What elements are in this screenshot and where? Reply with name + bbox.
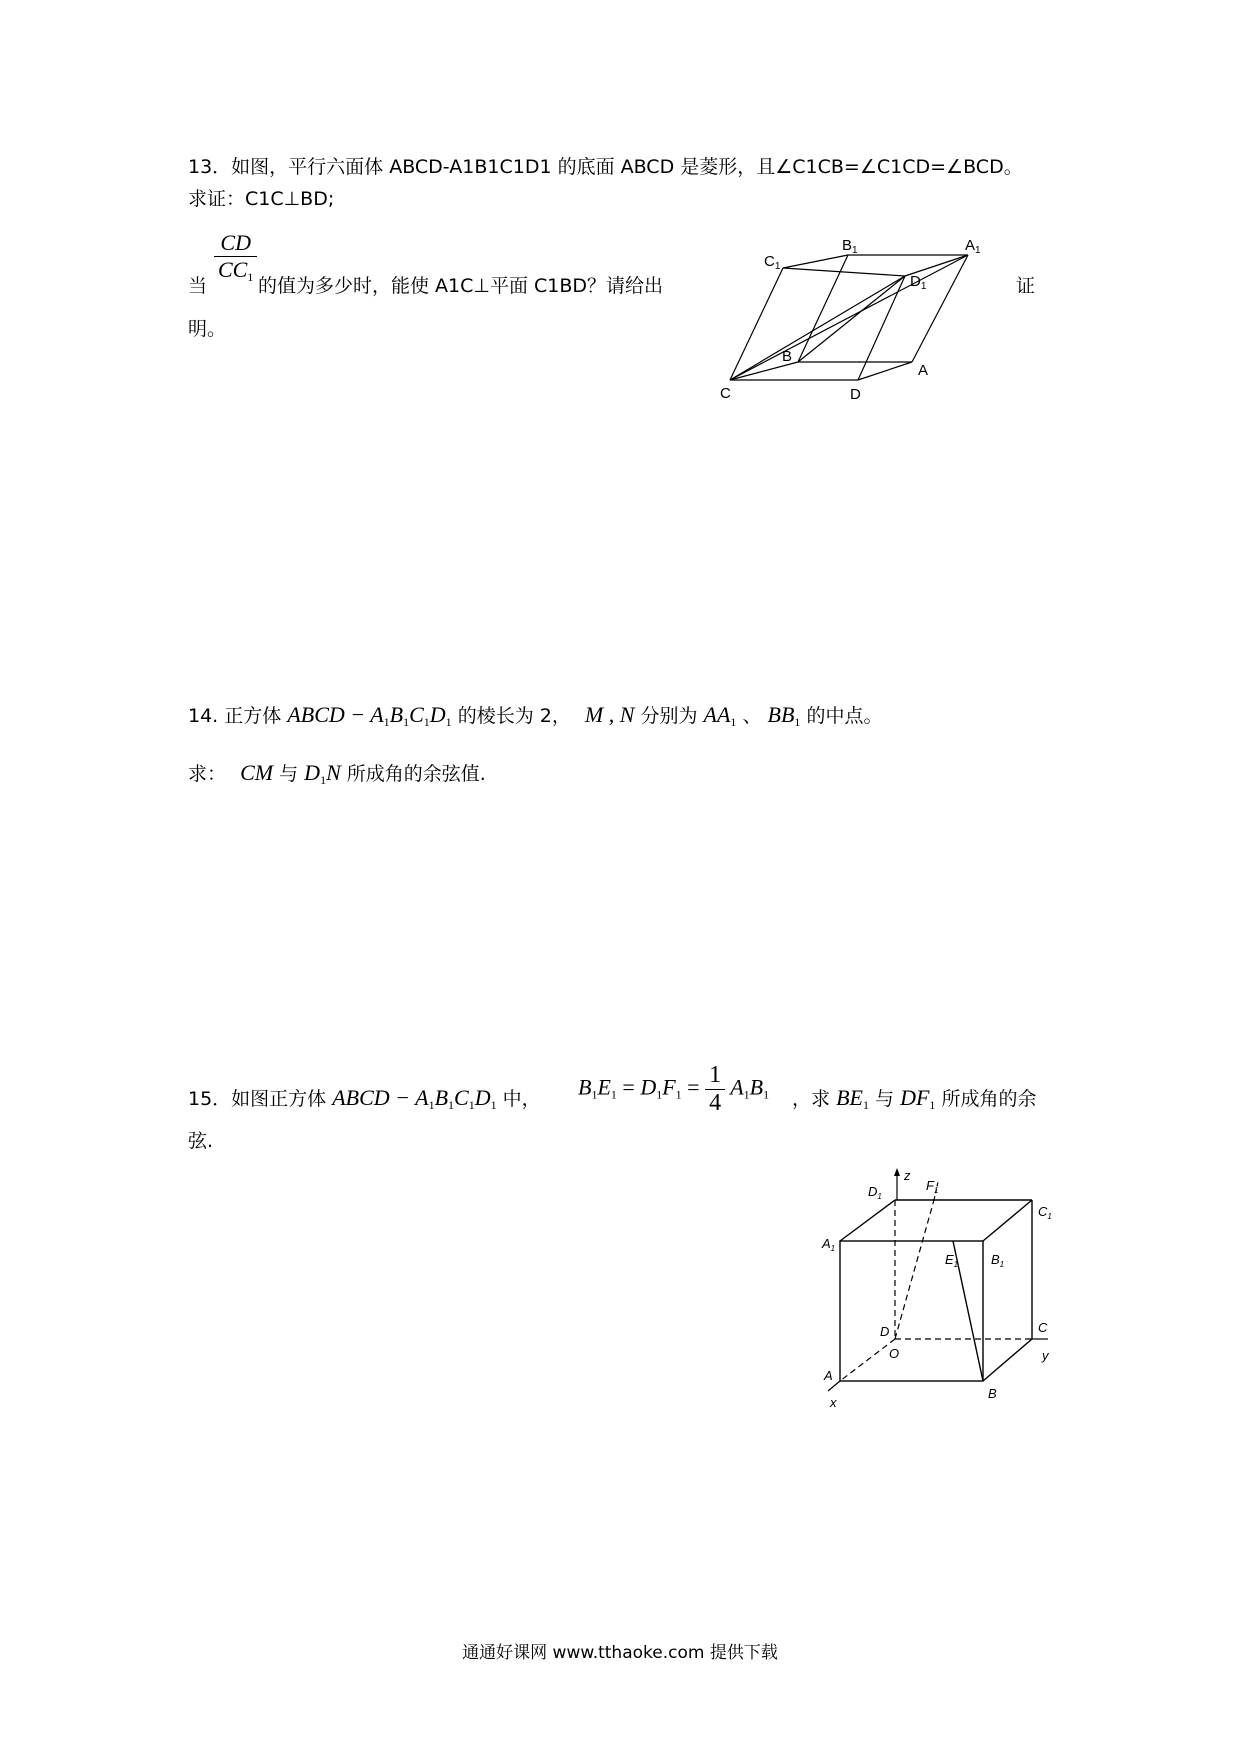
q15-line1: 15．如图正方体 ABCD − $A_1B_1C_1D_1$ 中， [188,1085,541,1112]
q14-line2: 求： CM 与 $D_1N$ 所成角的余弦值. [188,760,486,787]
label-c1: $C_1$ [764,253,781,272]
label-a1: $A_1$ [965,237,981,256]
q13-dang: 当 [188,275,208,297]
q13-frac-den: CC [218,257,248,282]
label-d: D [850,386,861,403]
label-y: y [1042,1348,1049,1363]
q15-equation: $B_1E_1 = D_1F_1$ = $\frac{1}{4}$ $A_1B_1$ [578,1062,770,1116]
q14-line1: 14. 正方体 ABCD − $A_1B_1C_1D_1$ 的棱长为 2， M , N 分别为 $AA_1$ 、 $BB_1$ 的中点。 [188,702,883,729]
label-a1: $A_1$ [822,1236,836,1253]
q15-line1-tail: ，求 $BE_1$ 与 $DF_1$ 所成角的余 [792,1085,1037,1112]
q15-cube-figure [810,1160,1070,1420]
label-b1: $B_1$ [842,237,858,256]
label-z: z [904,1168,911,1183]
label-f1: $F_1$ [926,1178,939,1195]
q13-frac-num: CD [214,230,257,257]
q13-zheng: 证 [1016,275,1036,297]
q13-rest: 的值为多少时，能使 A1C⊥平面 C1BD？请给出 [258,275,664,297]
q13-parallelepiped-figure [700,226,1000,406]
label-o: O [889,1346,900,1361]
label-e1: $E_1$ [945,1252,959,1269]
label-c: C [720,385,731,402]
label-b: B [782,348,793,365]
label-b: B [988,1386,997,1401]
label-c: C [1038,1320,1048,1335]
q13-line2: 求证：C1C⊥BD; [188,188,335,210]
label-b1: $B_1$ [991,1252,1005,1269]
label-c1: $C_1$ [1038,1204,1052,1221]
label-x: x [830,1395,837,1410]
q13-line1: 13．如图，平行六面体 ABCD-A1B1C1D1 的底面 ABCD 是菱形，且∠C1CB=∠C1CD=∠BCD。 [188,156,1023,178]
label-d: D [880,1324,890,1339]
label-a: A [824,1368,833,1383]
q13-fraction: $\frac{CD}{CC_1}$ [214,230,257,285]
label-d1: $D_1$ [910,273,927,292]
label-d1: $D_1$ [868,1184,882,1201]
page-footer: 通通好课网 www.tthaoke.com 提供下载 [462,1643,778,1663]
label-a: A [918,362,929,379]
q15-line2: 弦. [188,1130,214,1152]
q13-ming: 明。 [188,318,227,340]
